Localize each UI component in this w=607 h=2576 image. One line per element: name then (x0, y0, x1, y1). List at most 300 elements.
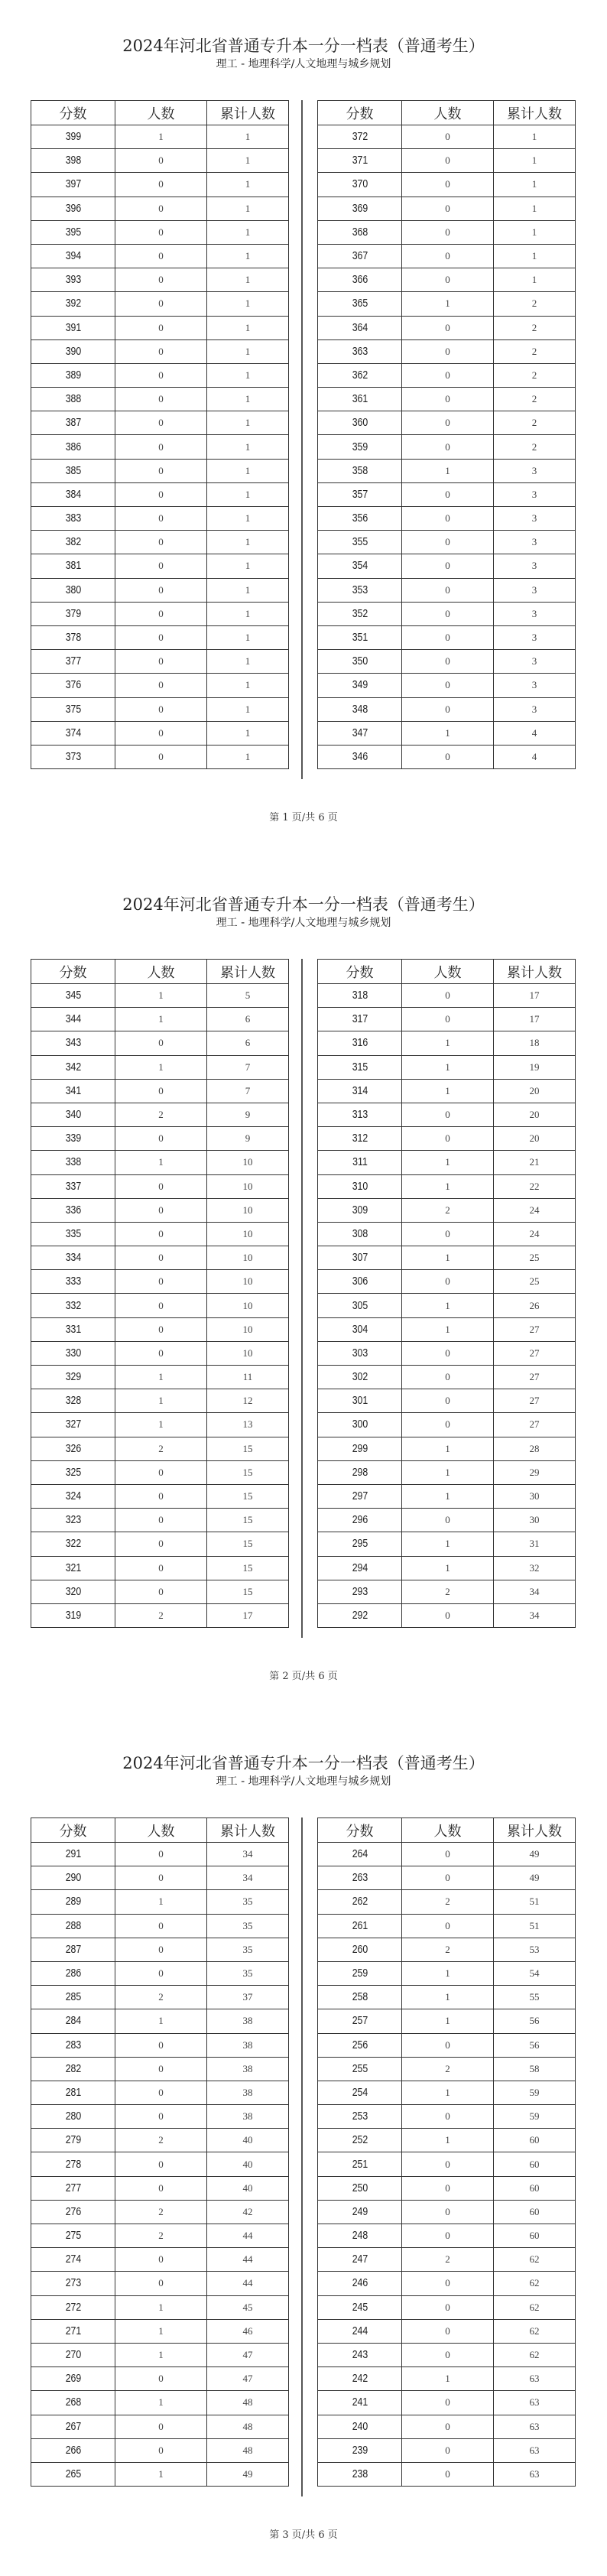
cumulative-cell: 44 (207, 2224, 289, 2248)
table-row (318, 2462, 576, 2486)
score-cell: 346 (324, 745, 396, 768)
count-cell: 1 (402, 1986, 494, 2009)
count-cell: 0 (402, 2033, 494, 2057)
cumulative-cell: 10 (207, 1198, 289, 1222)
count-cell: 0 (115, 2248, 207, 2272)
score-cell: 255 (324, 2057, 396, 2081)
cumulative-cell: 49 (207, 2462, 289, 2486)
table-row (318, 244, 576, 268)
score-cell: 334 (37, 1246, 109, 1270)
count-cell: 1 (402, 459, 494, 482)
cumulative-cell: 18 (494, 1031, 576, 1055)
count-cell: 0 (402, 1843, 494, 1866)
table-header-row (318, 1818, 576, 1843)
score-cell: 274 (37, 2248, 109, 2272)
count-cell: 0 (115, 531, 207, 554)
page-title: 2024年河北省普通专升本一分一档表（普通考生） (122, 37, 485, 55)
table-row (31, 2367, 289, 2391)
score-cell: 244 (324, 2319, 396, 2343)
cumulative-cell: 15 (207, 1437, 289, 1460)
count-cell: 1 (115, 2343, 207, 2366)
cumulative-cell: 60 (494, 2176, 576, 2200)
cumulative-cell: 22 (494, 1174, 576, 1198)
score-table-left (31, 100, 289, 769)
count-header: 人数 (115, 101, 207, 125)
cumulative-cell: 13 (207, 1413, 289, 1437)
table-row (318, 1008, 576, 1031)
count-cell: 1 (115, 1055, 207, 1079)
score-cell: 364 (324, 316, 396, 339)
score-cell: 306 (324, 1270, 396, 1294)
score-cell: 371 (324, 149, 396, 173)
cumulative-cell: 3 (494, 578, 576, 602)
cumulative-cell: 1 (494, 125, 576, 149)
score-cell: 291 (37, 1843, 109, 1866)
table-row (31, 1890, 289, 1914)
cumulative-cell: 60 (494, 2200, 576, 2224)
count-header: 人数 (115, 1818, 207, 1843)
page-footer: 第 1 页/共 6 页 (269, 812, 338, 823)
count-cell: 0 (115, 650, 207, 674)
count-cell: 0 (402, 244, 494, 268)
score-cell: 366 (324, 268, 396, 292)
table-row (318, 1580, 576, 1603)
count-cell: 0 (115, 268, 207, 292)
count-cell: 0 (402, 578, 494, 602)
table-row (318, 1055, 576, 1079)
score-cell: 330 (37, 1341, 109, 1365)
count-cell: 0 (115, 2415, 207, 2438)
score-cell: 372 (324, 125, 396, 149)
count-cell: 0 (115, 674, 207, 697)
count-cell: 1 (115, 2391, 207, 2415)
count-cell: 1 (115, 1389, 207, 1413)
count-cell: 1 (402, 1460, 494, 1484)
score-cell: 262 (324, 1890, 396, 1914)
table-row (318, 1151, 576, 1174)
cumulative-cell: 1 (207, 507, 289, 531)
score-cell: 272 (37, 2295, 109, 2319)
table-row (318, 1866, 576, 1890)
cumulative-cell: 19 (494, 1055, 576, 1079)
cumulative-cell: 1 (207, 173, 289, 197)
table-row (318, 220, 576, 244)
cumulative-cell: 47 (207, 2367, 289, 2391)
count-cell: 0 (115, 578, 207, 602)
cumulative-cell: 62 (494, 2272, 576, 2295)
count-cell: 0 (115, 2033, 207, 2057)
table-row (31, 602, 289, 625)
score-cell: 365 (324, 292, 396, 316)
count-cell: 0 (115, 1198, 207, 1222)
cumulative-cell: 1 (207, 388, 289, 411)
score-cell: 295 (324, 1532, 396, 1556)
score-cell: 317 (324, 1008, 396, 1031)
count-cell: 0 (402, 2319, 494, 2343)
score-table-right (317, 100, 576, 769)
table-row (318, 507, 576, 531)
score-cell: 285 (37, 1986, 109, 2009)
table-row (31, 2295, 289, 2319)
cumulative-cell: 17 (494, 1008, 576, 1031)
count-cell: 0 (402, 2295, 494, 2319)
cumulative-cell: 15 (207, 1580, 289, 1603)
count-cell: 0 (115, 1079, 207, 1103)
count-cell: 1 (402, 1031, 494, 1055)
score-cell: 280 (37, 2105, 109, 2129)
cumulative-cell: 1 (207, 149, 289, 173)
table-row (31, 578, 289, 602)
count-cell: 0 (402, 1103, 494, 1126)
count-cell: 0 (115, 1317, 207, 1341)
count-cell: 0 (402, 1270, 494, 1294)
cumulative-cell: 63 (494, 2462, 576, 2486)
table-row (31, 697, 289, 721)
score-cell: 340 (37, 1103, 109, 1126)
score-cell: 374 (37, 721, 109, 745)
score-cell: 273 (37, 2272, 109, 2295)
score-cell: 279 (37, 2129, 109, 2152)
cumulative-cell: 2 (494, 339, 576, 363)
count-cell: 1 (402, 1294, 494, 1317)
table-row (31, 2462, 289, 2486)
score-header: 分数 (318, 101, 402, 125)
cumulative-header: 累计人数 (494, 101, 576, 125)
page-subtitle: 理工 - 地理科学/人文地理与城乡规划 (216, 1775, 391, 1788)
score-cell: 356 (324, 507, 396, 531)
score-cell: 276 (37, 2200, 109, 2224)
score-cell: 304 (324, 1317, 396, 1341)
cumulative-cell: 21 (494, 1151, 576, 1174)
cumulative-cell: 30 (494, 1509, 576, 1532)
score-cell: 351 (324, 625, 396, 649)
table-row (31, 1914, 289, 1938)
count-cell: 1 (402, 2129, 494, 2152)
count-cell: 0 (402, 1866, 494, 1890)
table-row (318, 531, 576, 554)
cumulative-cell: 3 (494, 507, 576, 531)
table-row (318, 554, 576, 578)
cumulative-cell: 3 (494, 674, 576, 697)
table-row (31, 2200, 289, 2224)
cumulative-cell: 49 (494, 1866, 576, 1890)
table-row (31, 149, 289, 173)
score-cell: 348 (324, 697, 396, 721)
count-cell: 2 (115, 2224, 207, 2248)
count-cell: 0 (402, 268, 494, 292)
table-row (31, 1389, 289, 1413)
count-cell: 2 (115, 2200, 207, 2224)
score-cell: 300 (324, 1413, 396, 1437)
count-cell: 1 (115, 1413, 207, 1437)
count-cell: 0 (115, 507, 207, 531)
table-row (31, 339, 289, 363)
table-row (31, 482, 289, 506)
score-cell: 299 (324, 1437, 396, 1460)
count-cell: 0 (115, 2081, 207, 2104)
count-cell: 0 (115, 2438, 207, 2462)
count-cell: 0 (115, 2272, 207, 2295)
count-cell: 0 (115, 2176, 207, 2200)
column-divider (301, 1817, 303, 2496)
count-cell: 0 (115, 149, 207, 173)
score-cell: 387 (37, 411, 109, 435)
count-cell: 1 (402, 1484, 494, 1508)
page-footer: 第 2 页/共 6 页 (269, 1671, 338, 1682)
score-cell: 266 (37, 2438, 109, 2462)
count-cell: 0 (402, 625, 494, 649)
table-row (31, 363, 289, 387)
score-cell: 253 (324, 2105, 396, 2129)
count-cell: 0 (115, 1222, 207, 1246)
cumulative-cell: 63 (494, 2367, 576, 2391)
count-cell: 2 (115, 2129, 207, 2152)
cumulative-cell: 44 (207, 2272, 289, 2295)
count-cell: 0 (115, 292, 207, 316)
column-divider (301, 100, 303, 779)
table-row (318, 1413, 576, 1437)
count-cell: 0 (402, 1603, 494, 1627)
score-cell: 393 (37, 268, 109, 292)
score-cell: 381 (37, 554, 109, 578)
count-cell: 0 (115, 554, 207, 578)
cumulative-cell: 56 (494, 2033, 576, 2057)
count-cell: 1 (115, 2009, 207, 2033)
cumulative-cell: 62 (494, 2319, 576, 2343)
table-header-row (318, 101, 576, 125)
table-row (31, 1986, 289, 2009)
table-row (31, 721, 289, 745)
table-row (318, 482, 576, 506)
score-cell: 308 (324, 1222, 396, 1246)
table-row (31, 1484, 289, 1508)
cumulative-cell: 15 (207, 1532, 289, 1556)
cumulative-cell: 62 (494, 2295, 576, 2319)
count-cell: 1 (402, 1532, 494, 1556)
table-row (318, 1986, 576, 2009)
table-row (318, 2224, 576, 2248)
cumulative-cell: 27 (494, 1389, 576, 1413)
count-cell: 0 (115, 435, 207, 459)
score-cell: 268 (37, 2391, 109, 2415)
cumulative-cell: 60 (494, 2152, 576, 2176)
count-cell: 1 (402, 721, 494, 745)
cumulative-cell: 10 (207, 1270, 289, 1294)
table-row (318, 1198, 576, 1222)
table-row (31, 507, 289, 531)
count-cell: 1 (402, 1174, 494, 1198)
count-header: 人数 (402, 1818, 494, 1843)
count-cell: 0 (402, 602, 494, 625)
cumulative-cell: 60 (494, 2224, 576, 2248)
count-cell: 0 (115, 2057, 207, 2081)
score-cell: 343 (37, 1031, 109, 1055)
cumulative-cell: 10 (207, 1222, 289, 1246)
cumulative-cell: 15 (207, 1556, 289, 1580)
count-cell: 1 (115, 2319, 207, 2343)
table-row (318, 339, 576, 363)
cumulative-cell: 63 (494, 2415, 576, 2438)
table-row (318, 1103, 576, 1126)
cumulative-header: 累计人数 (207, 1818, 289, 1843)
count-cell: 0 (115, 1246, 207, 1270)
score-cell: 326 (37, 1437, 109, 1460)
score-cell: 331 (37, 1317, 109, 1341)
cumulative-cell: 42 (207, 2200, 289, 2224)
score-header: 分数 (318, 960, 402, 984)
score-cell: 277 (37, 2176, 109, 2200)
table-row (31, 1127, 289, 1151)
table-row (318, 459, 576, 482)
score-cell: 301 (324, 1389, 396, 1413)
score-cell: 389 (37, 363, 109, 387)
table-row (318, 2272, 576, 2295)
cumulative-cell: 51 (494, 1914, 576, 1938)
score-cell: 385 (37, 459, 109, 482)
table-row (318, 2176, 576, 2200)
table-row (31, 674, 289, 697)
count-cell: 0 (115, 1938, 207, 1961)
score-cell: 307 (324, 1246, 396, 1270)
table-row (31, 2391, 289, 2415)
score-cell: 355 (324, 531, 396, 554)
table-row (318, 1270, 576, 1294)
table-row (318, 1222, 576, 1246)
score-cell: 339 (37, 1127, 109, 1151)
count-cell: 0 (115, 1556, 207, 1580)
score-cell: 369 (324, 197, 396, 220)
table-row (318, 411, 576, 435)
table-row (31, 2272, 289, 2295)
cumulative-cell: 38 (207, 2105, 289, 2129)
score-cell: 376 (37, 674, 109, 697)
cumulative-cell: 1 (494, 149, 576, 173)
score-cell: 338 (37, 1151, 109, 1174)
count-cell: 0 (402, 363, 494, 387)
table-row (318, 363, 576, 387)
table-row (31, 2009, 289, 2033)
table-row (31, 554, 289, 578)
count-cell: 1 (115, 984, 207, 1008)
table-row (31, 435, 289, 459)
count-cell: 0 (402, 2462, 494, 2486)
score-header: 分数 (31, 1818, 115, 1843)
cumulative-cell: 40 (207, 2152, 289, 2176)
count-cell: 0 (115, 1509, 207, 1532)
count-cell: 0 (115, 173, 207, 197)
score-cell: 238 (324, 2462, 396, 2486)
table-row (318, 1938, 576, 1961)
table-row (31, 2343, 289, 2366)
score-cell: 357 (324, 482, 396, 506)
cumulative-cell: 15 (207, 1509, 289, 1532)
count-cell: 0 (402, 1222, 494, 1246)
cumulative-cell: 10 (207, 1294, 289, 1317)
cumulative-cell: 62 (494, 2248, 576, 2272)
cumulative-cell: 1 (207, 197, 289, 220)
table-row (31, 625, 289, 649)
count-cell: 1 (115, 125, 207, 149)
score-cell: 384 (37, 482, 109, 506)
score-cell: 335 (37, 1222, 109, 1246)
score-cell: 342 (37, 1055, 109, 1079)
cumulative-cell: 1 (494, 173, 576, 197)
count-cell: 2 (115, 1103, 207, 1126)
score-cell: 288 (37, 1914, 109, 1938)
table-row (318, 2105, 576, 2129)
cumulative-cell: 1 (494, 220, 576, 244)
score-cell: 248 (324, 2224, 396, 2248)
count-cell: 1 (402, 1151, 494, 1174)
count-cell: 1 (402, 1079, 494, 1103)
cumulative-cell: 10 (207, 1151, 289, 1174)
count-cell: 0 (402, 197, 494, 220)
count-cell: 0 (402, 339, 494, 363)
score-cell: 388 (37, 388, 109, 411)
cumulative-cell: 32 (494, 1556, 576, 1580)
cumulative-cell: 38 (207, 2033, 289, 2057)
table-row (318, 2200, 576, 2224)
table-row (31, 2438, 289, 2462)
cumulative-cell: 1 (207, 411, 289, 435)
score-cell: 323 (37, 1509, 109, 1532)
count-cell: 1 (115, 2295, 207, 2319)
table-row (318, 578, 576, 602)
table-row (318, 1556, 576, 1580)
score-cell: 243 (324, 2343, 396, 2366)
count-cell: 0 (402, 2391, 494, 2415)
table-row (318, 2009, 576, 2033)
table-row (31, 1938, 289, 1961)
table-row (31, 1055, 289, 1079)
score-cell: 341 (37, 1079, 109, 1103)
score-cell: 320 (37, 1580, 109, 1603)
table-header-row (31, 1818, 289, 1843)
count-cell: 0 (402, 2343, 494, 2366)
count-cell: 0 (115, 625, 207, 649)
score-cell: 252 (324, 2129, 396, 2152)
table-row (318, 2367, 576, 2391)
score-cell: 311 (324, 1151, 396, 1174)
score-cell: 249 (324, 2200, 396, 2224)
cumulative-cell: 27 (494, 1341, 576, 1365)
table-row (31, 2033, 289, 2057)
count-cell: 0 (402, 745, 494, 768)
count-cell: 1 (402, 1961, 494, 1985)
count-cell: 0 (402, 2415, 494, 2438)
cumulative-cell: 1 (207, 578, 289, 602)
table-row (31, 1509, 289, 1532)
score-cell: 264 (324, 1843, 396, 1866)
table-row (318, 1914, 576, 1938)
count-cell: 0 (115, 1484, 207, 1508)
table-row (318, 984, 576, 1008)
cumulative-cell: 1 (494, 197, 576, 220)
score-cell: 333 (37, 1270, 109, 1294)
table-row (318, 2057, 576, 2081)
score-cell: 294 (324, 1556, 396, 1580)
score-cell: 298 (324, 1460, 396, 1484)
table-row (31, 2081, 289, 2104)
score-cell: 269 (37, 2367, 109, 2391)
table-row (318, 2033, 576, 2057)
score-cell: 383 (37, 507, 109, 531)
score-cell: 296 (324, 1509, 396, 1532)
table-row (318, 1961, 576, 1985)
cumulative-cell: 44 (207, 2248, 289, 2272)
cumulative-cell: 1 (494, 244, 576, 268)
cumulative-cell: 17 (494, 984, 576, 1008)
